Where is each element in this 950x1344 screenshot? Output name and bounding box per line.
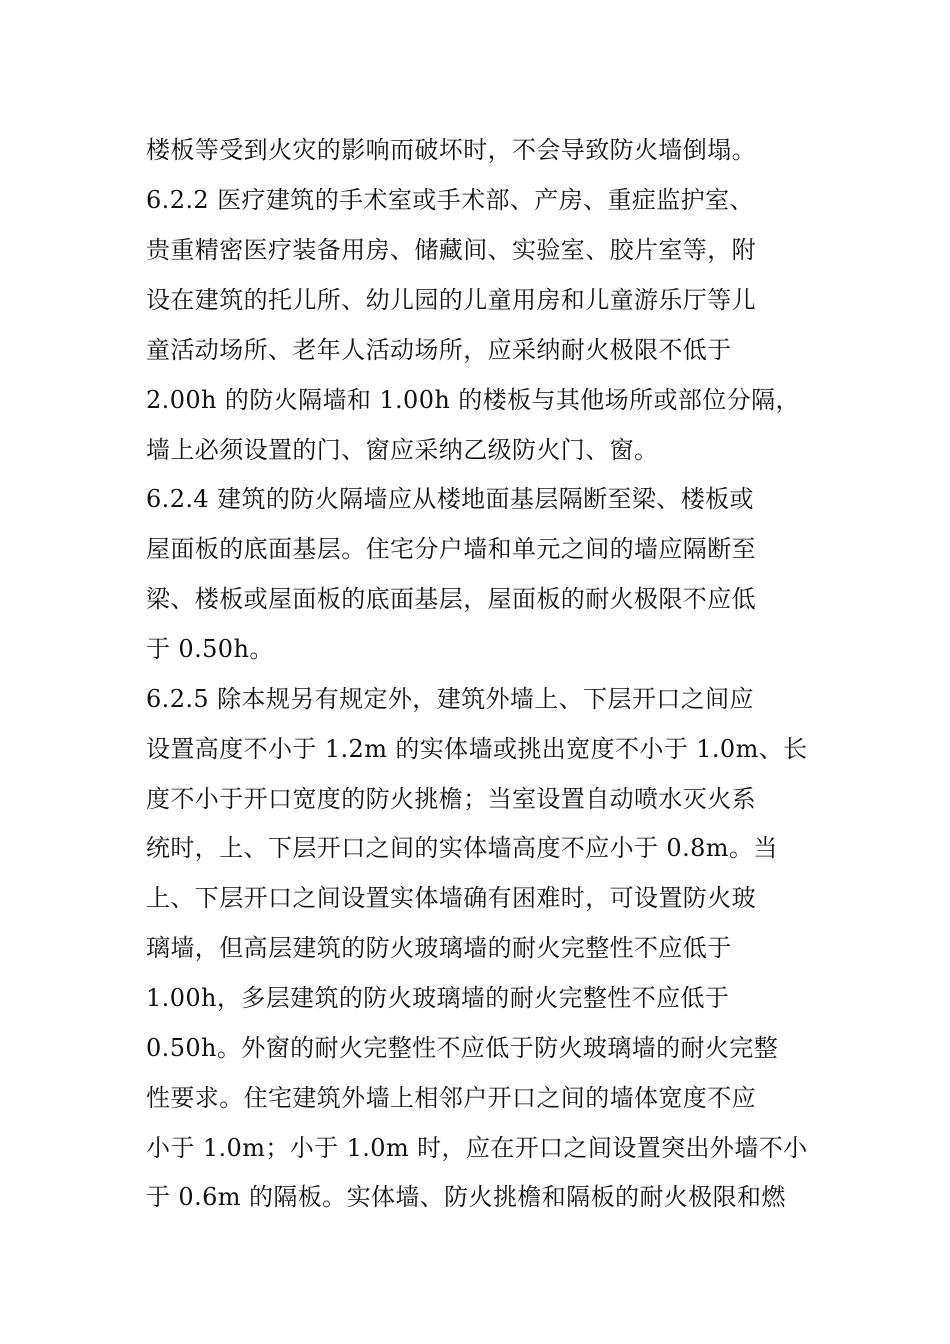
text-line: 墙上必须设置的门、窗应采纳乙级防火门、窗。: [146, 436, 659, 464]
text-line: 设置高度不小于 1.2m 的实体墙或挑出宽度不小于 1.0m、长: [146, 735, 808, 763]
text-line: 梁、楼板或屋面板的底面基层，屋面板的耐火极限不应低: [146, 585, 756, 613]
text-line: 1.00h，多层建筑的防火玻璃墙的耐火完整性不应低于: [146, 984, 730, 1012]
text-line: 于 0.50h。: [146, 635, 274, 663]
text-line: 于 0.6m 的隔板。实体墙、防火挑檐和隔板的耐火极限和燃: [146, 1183, 786, 1211]
text-line: 璃墙，但高层建筑的防火玻璃墙的耐火完整性不应低于: [146, 934, 732, 962]
text-line: 6.2.4 建筑的防火隔墙应从楼地面基层隔断至梁、楼板或: [146, 485, 754, 513]
text-line: 上、下层开口之间设置实体墙确有困难时，可设置防火玻: [146, 884, 756, 912]
text-line: 童活动场所、老年人活动场所，应采纳耐火极限不低于: [146, 336, 732, 364]
text-line: 0.50h。外窗的耐火完整性不应低于防火玻璃墙的耐火完整: [146, 1034, 779, 1062]
text-line: 统时，上、下层开口之间的实体墙高度不应小于 0.8m。当: [146, 834, 778, 862]
text-line: 6.2.5 除本规另有规定外，建筑外墙上、下层开口之间应: [146, 685, 754, 713]
text-line: 贵重精密医疗装备用房、储藏间、实验室、胶片室等，附: [146, 236, 756, 264]
text-line: 设在建筑的托儿所、幼儿园的儿童用房和儿童游乐厅等儿: [146, 286, 756, 314]
text-line: 性要求。住宅建筑外墙上相邻户开口之间的墙体宽度不应: [146, 1084, 756, 1112]
text-line: 楼板等受到火灾的影响而破坏时，不会导致防火墙倒塌。: [146, 136, 756, 164]
text-line: 屋面板的底面基层。住宅分户墙和单元之间的墙应隔断至: [146, 535, 756, 563]
text-line: 2.00h 的防火隔墙和 1.00h 的楼板与其他场所或部位分隔，: [146, 386, 800, 414]
text-line: 度不小于开口宽度的防火挑檐；当室设置自动喷水灭火系: [146, 785, 756, 813]
text-line: 小于 1.0m；小于 1.0m 时，应在开口之间设置突出外墙不小: [146, 1134, 808, 1162]
text-line: 6.2.2 医疗建筑的手术室或手术部、产房、重症监护室、: [146, 186, 754, 214]
